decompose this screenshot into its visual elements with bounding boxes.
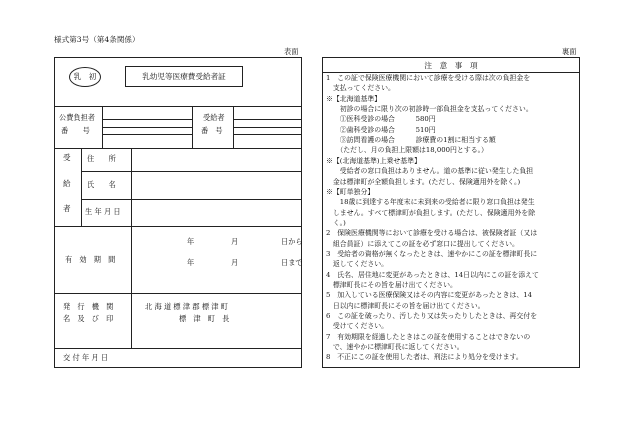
validity-from-suffix: 日から [281, 237, 303, 246]
issue-date-label: 交 付 年 月 日 [63, 353, 109, 362]
payer-label-line2: 番 号 [61, 126, 90, 136]
recipient-side-char-2: 給 [63, 178, 71, 188]
form-number: 様式第3号（第4条関係） [54, 35, 140, 44]
note-line: 日以内に標津町長にその旨を届け出てください。 [326, 301, 485, 310]
issuer-label [63, 303, 113, 322]
note-line: 受けてください。 [326, 322, 389, 331]
issuer-label-line2: 名 及 び 印 [63, 314, 114, 324]
back-side-label: 裏面 [562, 47, 577, 56]
validity-to-suffix: 日まで [281, 258, 303, 267]
note-line: ※【町単独分】 [326, 187, 375, 196]
issuer-value-line1: 北 海 道 標 津 郡 標 津 町 [145, 302, 228, 311]
note-line: （ただし、月の負担上限額は18,000円とする。） [326, 146, 488, 155]
note-line: 8 不正にこの証を使用した者は、刑法により処分を受けます。 [326, 353, 523, 362]
validity-label: 有 効 期 間 [65, 255, 116, 264]
recipient-number-label [201, 114, 225, 134]
card-type-badge-text: 乳 初 [73, 72, 97, 82]
card-title [125, 66, 243, 87]
back-card [322, 57, 580, 368]
note-line: ※【北海道基準】 [326, 94, 382, 103]
note-line: 支払ってください。 [326, 84, 395, 93]
address-label: 住 所 [87, 154, 116, 163]
issuer-value [145, 303, 229, 322]
note-line: 1 この証で保険医療機関において診療を受ける際は次の負担金を [326, 74, 531, 82]
note-line: 金は標津町が全額負担します。(ただし、保険適用外を除く。) [326, 177, 521, 186]
notes-heading: 注 意 事 項 [424, 61, 478, 70]
note-line: 返してください。 [326, 260, 389, 269]
divider [55, 106, 301, 107]
note-line: 4 氏名、居住地に変更があったときは、14日以内にこの証を添えて [326, 270, 539, 279]
card-type-badge [69, 67, 101, 87]
recipient-side-label [63, 154, 71, 213]
note-line: ②歯科受診の場合 510円 [326, 125, 436, 134]
recipient-label-line2: 番 号 [201, 126, 223, 136]
note-line: ※【(北海道基準)上乗せ基準】 [326, 156, 421, 165]
recipient-label-line1: 受給者 [203, 113, 225, 122]
payer-label-line1: 公費負担者 [59, 113, 95, 122]
dob-label: 生 年 月 日 [85, 207, 121, 216]
note-line: 標津町長にその旨を届け出てください。 [326, 281, 457, 289]
issuer-value-line2: 標 津 町 長 [179, 314, 230, 324]
payer-number-label [59, 114, 95, 134]
note-line: ①医科受診の場合 580円 [326, 115, 436, 124]
card-title-text: 乳幼児等医療費受給者証 [142, 71, 226, 81]
note-line: く。) [326, 218, 346, 227]
note-line: 6 この証を破ったり、汚したり又は失ったりしたときは、再交付を [326, 312, 538, 321]
note-line: 初診の場合に限り次の初診時一部負担金を支払ってください。 [326, 105, 533, 114]
note-line: 7 有効期限を経過したときはこの証を使用することはできないの [326, 332, 531, 341]
note-line: 2 保険医療機関等において診療を受ける場合は、被保険者証（又は [326, 229, 538, 238]
recipient-side-char-1: 受 [63, 153, 71, 162]
front-side-label: 表面 [284, 47, 299, 56]
note-line: 18歳に到達する年度末に未到来の受給者に限り窓口負担は発生 [326, 198, 535, 207]
note-line: 3 受給者の資格が無くなったときは、速やかにこの証を標津町長に [326, 249, 538, 258]
note-line: しません。すべて標津町が負担します。(ただし、保険適用外を除 [326, 208, 536, 217]
recipient-side-char-3: 者 [63, 204, 71, 214]
note-line: ③訪問看護の場合 診療費の1割に相当する額 [326, 136, 496, 145]
issuer-label-line1: 発 行 機 関 [63, 302, 114, 311]
front-card [54, 57, 302, 368]
note-line: 受給者の窓口負担はありません。道の基準に従い発生した負担 [326, 167, 534, 176]
validity-to-month: 月 [231, 258, 239, 267]
validity-to-year: 年 [187, 258, 195, 267]
note-line: 組合員証）に添えてこの証を必ず窓口に提出してください。 [326, 239, 519, 248]
validity-from-year: 年 [187, 237, 195, 246]
name-label: 氏 名 [87, 180, 116, 189]
note-line: で、速やかに標津町長に返してください。 [326, 343, 464, 352]
validity-from-month: 月 [231, 237, 239, 246]
note-line: 5 加入している医療保険又はその内容に変更があったときは、14 [326, 291, 533, 300]
